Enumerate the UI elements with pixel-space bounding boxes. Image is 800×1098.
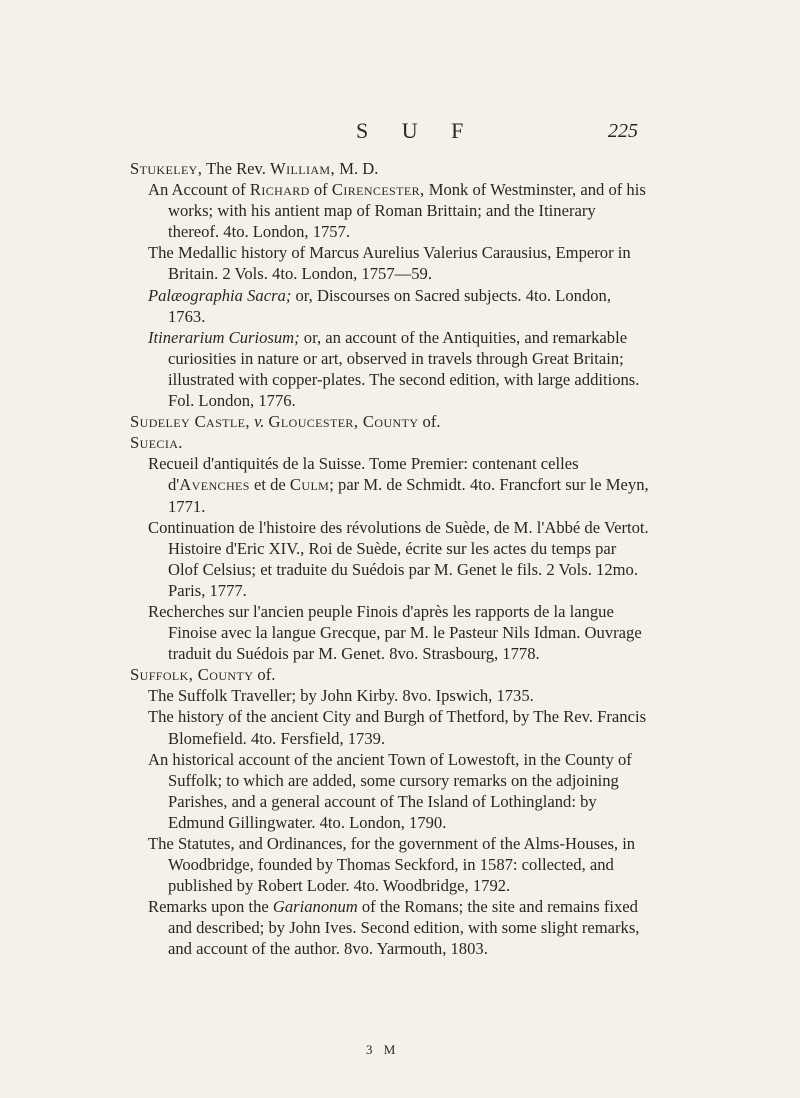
entry: The Statutes, and Ordinances, for the government of the Alms-Houses, in Woodbridge, founded by Thomas Seckford, in 1587: collected, and published by Robert Loder. 4to. Woodbridge, 1792.	[148, 834, 636, 896]
entry: An historical account of the ancient Town of Lowestoft, in the County of Suffolk; to which are added, some cursory remarks on the adjoining Parishes, and a general account of The Island of Lothingland: by Edmund Gillingwater. 4to. London, 1790.	[148, 749, 632, 832]
heading-suffolk: Suffolk, County of.	[130, 665, 276, 685]
running-head	[0, 118, 800, 148]
entry: Palæographia Sacra; or, Discourses on Sacred subjects. 4to. London, 1763.	[148, 285, 611, 326]
entry: Remarks upon the Garianonum of the Romans; the site and remains fixed and described; by John Ives. Second edition, with some slight remarks, and account of the author. 8vo. Yarmouth, 1803.	[148, 897, 640, 959]
signature-mark: 3 M	[366, 1042, 400, 1057]
heading-sudeley: Sudeley Castle, v. Gloucester, County of.	[130, 412, 441, 432]
entry: The history of the ancient City and Burgh of Thetford, by The Rev. Francis Blomefield. 4to. Fersfield, 1739.	[148, 707, 647, 748]
entry: Itinerarium Curiosum; or, an account of the Antiquities, and remarkable curiosities in nature or art, observed in travels through Great Britain; illustrated with copper-plates. The second edition, with large additions. Fol. London, 1776.	[148, 327, 640, 411]
entry: The Medallic history of Marcus Aurelius Valerius Carausius, Emperor in Britain. 2 Vols. 4to. London, 1757—59.	[148, 243, 631, 284]
heading-suecia: Suecia.	[130, 433, 183, 453]
entry: Recueil d'antiquités de la Suisse. Tome Premier: contenant celles d'Avenches et de Culm; par M. de Schmidt. 4to. Francfort sur le Meyn, 1771.	[148, 454, 649, 516]
page-body	[130, 158, 650, 960]
entry: Recherches sur l'ancien peuple Finois d'après les rapports de la langue Finoise avec la langue Grecque, par M. le Pasteur Nils Idman. Ouvrage traduit du Suédois par M. Genet. 8vo. Strasbourg, 1778.	[148, 601, 642, 664]
entry: Continuation de l'histoire des révolutions de Suède, de M. l'Abbé de Vertot. Histoire d'Eric XIV., Roi de Suède, écrite sur les actes du temps par Olof Celsius; et traduite du Suédois par M. Genet le fils. 2 Vols. 12mo. Paris, 1777.	[148, 517, 649, 600]
entry: An Account of Richard of Cirencester, Monk of Westminster, and of his works; with his antient map of Roman Brittain; and the Itinerary thereof. 4to. London, 1757.	[148, 180, 646, 242]
page-number: 225	[608, 120, 638, 142]
heading-stukeley: Stukeley, The Rev. William, M. D.	[130, 159, 379, 178]
entry: The Suffolk Traveller; by John Kirby. 8vo. Ipswich, 1735.	[148, 686, 534, 706]
running-head-title: S U F	[356, 118, 478, 143]
